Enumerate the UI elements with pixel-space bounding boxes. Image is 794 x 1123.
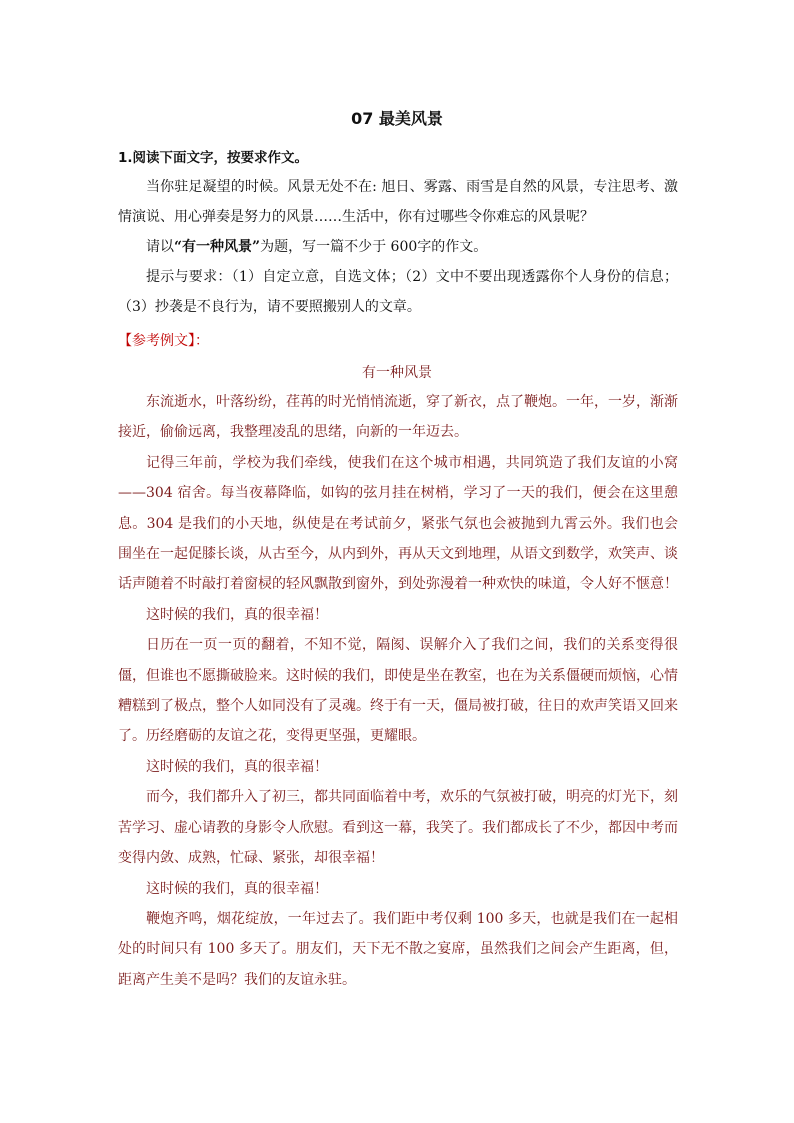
essay-title: 有一种风景 bbox=[362, 365, 432, 381]
prompt-suffix: 为题，写一篇不少于 600字的作文。 bbox=[260, 239, 488, 255]
essay-paragraph: 东流逝水，叶落纷纷，荏苒的时光悄悄流逝，穿了新衣，点了鞭炮。一年，一岁，渐渐接近，偷偷远离，我整理凌乱的思绪，向新的一年迈去。 bbox=[118, 394, 678, 441]
essay-paragraph: 这时候的我们，真的很幸福！ bbox=[146, 758, 328, 775]
essay-paragraph: 记得三年前，学校为我们牵线，使我们在这个城市相遇，共同筑造了我们友谊的小窝——304 宿舍。每当夜幕降临，如钩的弦月挂在树梢，学习了一天的我们，便会在这里憩息。304 是我们的小天地，纵使是在考试前夕，紧张气氛也会被抛到九霄云外。我们也会围坐在一起促膝长谈，从古至今，从内到外，再从天文到地理，从语文到数学，欢笑声、谈话声随着不时敲打着窗棂的轻风飘散到窗外，到处弥漫着一种欢快的味道，令人好不惬意！ bbox=[118, 454, 678, 593]
essay-body bbox=[118, 387, 678, 995]
essay-paragraph: 鞭炮齐鸣，烟花绽放，一年过去了。我们距中考仅剩 100 多天，也就是我们在一起相处的时间只有 100 多天了。朋友们，天下无不散之宴席，虽然我们之间会产生距离，但，距离产生美不是吗？我们的友谊永驻。 bbox=[118, 910, 678, 988]
prompt-block bbox=[118, 172, 678, 322]
essay-paragraph: 而今，我们都升入了初三，都共同面临着中考，欢乐的气氛被打破，明亮的灯光下，刻苦学习、虚心请教的身影令人欣慰。看到这一幕，我笑了。我们都成长了不少，都因中考而变得内敛、成熟，忙碌、紧张，却很幸福！ bbox=[118, 789, 678, 867]
essay-paragraph: 日历在一页一页的翻着，不知不觉，隔阂、误解介入了我们之间，我们的关系变得很僵，但谁也不愿撕破脸来。这时候的我们，即使是坐在教室，也在为关系僵硬而烦恼，心情糟糕到了极点，整个人如同没有了灵魂。终于有一天，僵局被打破，往日的欢声笑语又回来了。历经磨砺的友谊之花，变得更坚强，更耀眼。 bbox=[118, 637, 678, 745]
prompt-paragraph-2 bbox=[118, 232, 678, 262]
prompt-paragraph-3: 提示与要求：（1）自定立意，自选文体；（2）文中不要出现透露你个人身份的信息；（3）抄袭是不良行为，请不要照搬别人的文章。 bbox=[118, 269, 678, 315]
reference-label: 【参考例文】： bbox=[118, 333, 209, 349]
essay-paragraph: 这时候的我们，真的很幸福！ bbox=[146, 606, 328, 623]
prompt-topic: “有一种风景” bbox=[174, 239, 261, 255]
prompt-prefix: 请以 bbox=[146, 239, 174, 255]
essay-paragraph: 这时候的我们，真的很幸福！ bbox=[146, 880, 328, 897]
prompt-paragraph-1: 当你驻足凝望的时候。风景无处不在: 旭日、雾露、雨雪是自然的风景，专注思考、激情演说、用心弹奏是努力的风景……生活中，你有过哪些令你难忘的风景呢？ bbox=[118, 179, 678, 225]
document-title: 07 最美风景 bbox=[351, 109, 443, 128]
question-label: 1.阅读下面文字，按要求作文。 bbox=[118, 150, 309, 166]
